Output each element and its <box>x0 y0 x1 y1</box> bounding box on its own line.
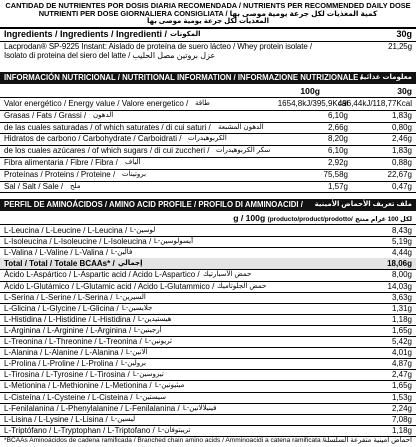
amino-label-ar: ثريونين-L <box>145 338 173 345</box>
amino-label: L-Metionina / L-Methionine / L-Metionina / <box>4 381 152 391</box>
amino-value: 7,08g <box>391 414 412 424</box>
nutrition-label-ar: ملح <box>70 182 81 190</box>
nutrition-label: Hidratos de carbono / Carbohydrate / Carboidrati / <box>4 134 182 144</box>
amino-title-ar: ملف تعريف الأحماض الأمينية <box>314 201 412 208</box>
amino-label: L-Tirosina / L-Tyrosine / L-Tirosina / <box>4 370 130 380</box>
amino-value: 1,65g <box>391 381 412 391</box>
amino-label-ar: فينيلالانين-L <box>183 404 217 412</box>
amino-row <box>0 269 416 280</box>
nutrition-label-ar: الكربوهيدرات <box>188 135 227 143</box>
amino-row <box>0 358 416 369</box>
amino-label: Ácido L-Aspártico / L-Aspartic acid / Acido L-Aspartico / <box>4 270 200 280</box>
nutrition-label: Valor energético / Energy value / Valore energetico / <box>4 99 189 108</box>
nutrition-section-title <box>0 72 416 84</box>
amino-value: 1,53g <box>391 392 412 402</box>
amino-label-ar: حمض الجلوتاميك <box>217 282 267 290</box>
amino-label-ar: فالين-L <box>111 249 133 257</box>
amino-row <box>0 369 416 380</box>
amino-value: 18,06g <box>387 259 412 269</box>
nutrition-label: Proteínas / Proteins / Proteine / <box>4 169 116 179</box>
header-line-2: NUTRIENTI PER DOSE GIORNALIERA CONSIGLIATA / كمية المغذيات لكل جرعة يومية موصى بها <box>38 9 378 18</box>
amino-unit-sub: (producto/product/prodotto/ <box>267 216 353 223</box>
nutrition-value-100g: 8,20g <box>327 134 348 144</box>
amino-label: L-Leucina / L-Leucine / L-Leucina / <box>4 226 128 235</box>
amino-row <box>0 236 416 247</box>
amino-label-ar: السيرين-L <box>116 293 146 301</box>
nutrition-row <box>0 133 416 145</box>
amino-row <box>0 414 416 425</box>
amino-label: L-Histidina / L-Histidine / L-Histidina / <box>4 314 136 324</box>
amino-label: L-Triptófano / L-Tryptophan / L-Triptofano / <box>4 425 155 435</box>
amino-label-ar: حمض الأسبارتيك <box>203 271 252 279</box>
amino-row <box>0 347 416 358</box>
nutrition-value-30g: 1,83g <box>391 146 412 156</box>
amino-title: PERFIL DE AMINOÁCIDOS / AMINO ACID PROFILE / PROFILO DI AMMINOACIDI / <box>4 200 303 209</box>
nutrition-value-100g: 75,58g <box>323 169 348 179</box>
amino-footnote <box>0 436 416 446</box>
amino-row <box>0 403 416 414</box>
amino-value: 1,18g <box>391 314 412 324</box>
amino-unit-sub-ar: لكل 100 غرام منتج <box>355 216 412 223</box>
amino-value: 5,42g <box>391 337 412 346</box>
amino-value: 5,19g <box>391 237 412 247</box>
amino-label-ar: تريبتوفان-L <box>158 426 191 434</box>
amino-row <box>0 325 416 336</box>
nutrition-value-100g: 6,10g <box>327 146 348 156</box>
col-30g: 30g <box>397 86 412 96</box>
header-line-1: CANTIDAD DE NUTRIENTES POR DOSIS DIARIA RECOMENDADA / NUTRIENTS PER RECOMMENDED DAILY DOSE <box>5 1 411 10</box>
amino-row <box>0 314 416 325</box>
amino-unit-header <box>0 213 416 223</box>
nutrition-value-100g: 1654,8kJ/395,9Kcal <box>277 99 348 108</box>
amino-label-ar: ميثيونين-L <box>155 382 185 390</box>
amino-value: 1,65g <box>391 325 412 335</box>
nutrition-label: Grasas / Fats / Grassi / <box>4 110 87 120</box>
amino-value: 14,03g <box>387 281 412 291</box>
amino-row <box>0 225 416 236</box>
nutrition-value-30g: 0,88g <box>391 158 412 167</box>
nutrition-value-30g: 496,44kJ/118,77Kcal <box>337 99 412 108</box>
amino-label-ar: سيستين-L <box>136 393 167 401</box>
nutrition-col-headers <box>0 86 416 96</box>
nutrition-label-ar: طاقة <box>195 100 210 107</box>
amino-value: 8,43g <box>391 226 412 235</box>
amino-label: Ácido L-Glutámico / L-Glutamic acid / Acido L-Glutammico / <box>4 281 215 291</box>
nutrition-label-ar: الدهون <box>93 111 114 119</box>
nutrition-row <box>0 98 416 110</box>
ingredients-text-2: Isolato di proteina del siero del latte / عزل بروتين مصل الحليب <box>4 51 216 60</box>
amino-value: 4,01g <box>391 348 412 358</box>
amino-unit <box>233 213 412 223</box>
amino-value: 1,18g <box>391 425 412 435</box>
nutrition-title: INFORMACIÓN NUTRICIONAL / NUTRITIONAL INFORMATION / INFORMAZIONE NUTRIZIONALE / <box>4 73 363 82</box>
nutrition-label: Sal / Salt / Sale / <box>4 181 64 191</box>
amino-label: L-Treonina / L-Threonine / L-Treonina / <box>4 337 142 346</box>
nutrition-label-ar: ألياف <box>125 159 141 166</box>
amino-row <box>0 303 416 314</box>
ingredients-line-2 <box>0 51 416 61</box>
amino-row <box>0 336 416 347</box>
amino-label-ar: لوسين-L <box>130 227 156 234</box>
ingredients-value: 21,25g <box>388 42 412 51</box>
nutrition-value-30g: 0,47g <box>391 181 412 191</box>
ingredients-amount: 30g <box>396 29 412 39</box>
amino-value: 2,47g <box>391 370 412 380</box>
nutrition-value-100g: 6,10g <box>327 110 348 120</box>
ingredients-label-ar: المكونات <box>170 31 201 38</box>
amino-label: L-Glicina / L-Glycine / L-Glicina / <box>4 303 119 313</box>
amino-section-title <box>0 199 416 211</box>
amino-label: L-Alanina / L-Alanine / L-Alanina / <box>4 348 124 358</box>
amino-label: L-Lisina / L-Lysine / L-Lisina / <box>4 414 108 424</box>
amino-label: Total / Total / Totale BCAAs* / <box>4 259 115 269</box>
nutrition-row <box>0 181 416 193</box>
amino-label-ar: هيستيدين-L <box>138 315 172 323</box>
nutrition-title-ar: معلومات غذائية <box>359 74 412 81</box>
amino-label: L-Isoleucina / L-Isoleucine / L-Isoleucina / <box>4 237 152 247</box>
amino-row <box>0 281 416 292</box>
nutrition-label: de las cuales saturadas / of which saturates / di cui saturi / <box>4 122 211 132</box>
amino-row <box>0 292 416 303</box>
amino-label-ar: تيروسين-L <box>133 371 164 379</box>
amino-label: L-Valina / L-Valine / L-Valina / <box>4 248 109 258</box>
amino-label: L-Serina / L-Serine / L-Serina / <box>4 292 113 302</box>
amino-label-ar: برولين-L <box>121 360 147 368</box>
nutrition-row <box>0 157 416 169</box>
nutrition-value-100g: 1,57g <box>327 181 348 191</box>
nutrition-label: de los cuales azúcares / of which sugars / di cui zuccheri / <box>4 146 210 156</box>
amino-label-ar: آيسولوسين-L <box>154 238 194 246</box>
nutrition-row <box>0 110 416 122</box>
amino-label: L-Arginina / L-Arginine / L-Arginina / <box>4 325 132 335</box>
nutrition-value-30g: 22,67g <box>387 169 412 179</box>
nutrition-label-ar: الدهون المشبعة <box>218 123 264 131</box>
amino-row <box>0 425 416 436</box>
amino-label-ar: جلايسين-L <box>122 304 153 312</box>
amino-label-ar: الانين-L <box>126 349 148 357</box>
amino-value: 4,44g <box>391 248 412 258</box>
amino-label-ar: ليسين-L <box>111 415 136 423</box>
nutrition-value-30g: 0,80g <box>391 122 412 132</box>
divider <box>0 192 416 193</box>
nutrition-value-100g: 2,92g <box>327 158 348 167</box>
nutrition-label-ar: سكر الكربوهيدرات <box>216 147 271 155</box>
ingredients-text-1: Lacprodan® SP-9225 Instant: Aislado de proteína de suero lácteo / Whey protein isolate / <box>4 42 312 51</box>
amino-label-ar: إجمالي <box>118 260 143 268</box>
amino-label-ar: أرجينين-L <box>134 326 162 334</box>
nutrition-value-30g: 2,46g <box>391 134 412 144</box>
amino-value: 2,24g <box>391 403 412 413</box>
nutrition-row <box>0 169 416 181</box>
amino-value: 4,87g <box>391 359 412 369</box>
col-100g: 100g <box>300 86 320 96</box>
nutrition-value-30g: 1,83g <box>391 110 412 120</box>
nutrition-label-ar: بروتينات <box>122 170 147 178</box>
amino-label: L-Fenilalanina / L-Phenylalanine / L-Fenilalanina / <box>4 403 180 413</box>
ingredients-header <box>0 29 416 40</box>
nutrition-row <box>0 122 416 134</box>
amino-value: 1,31g <box>391 303 412 313</box>
amino-label: L-Cisteína / L-Cysteine / L-Cisteina / <box>4 392 133 402</box>
nutrition-label: Fibra alimentaria / Fibre / Fibra / <box>4 158 118 167</box>
ingredients-label: Ingredients / Ingredients / Ingredienti / <box>4 29 168 39</box>
amino-row <box>0 247 416 258</box>
footnote-text: *BCAAs Aminoácidos de cadena ramificada / Branched chain amino acids / Amminoacidi a catena ramificata / <box>4 437 325 444</box>
nutrition-row <box>0 145 416 157</box>
amino-row <box>0 392 416 403</box>
amino-row <box>0 380 416 391</box>
amino-value: 8,00g <box>391 270 412 280</box>
footnote-text-ar: أحماض أمينية متفرعة السلسلة <box>323 437 412 444</box>
header-line-3: المغذيات لكل جرعة يومية موصى بها <box>146 18 269 25</box>
amino-value: 3,63g <box>391 292 412 302</box>
amino-total-row <box>0 258 416 269</box>
header-title <box>0 2 416 26</box>
nutrition-value-100g: 2,66g <box>327 122 348 132</box>
amino-label: L-Prolina / L-Proline / L-Prolina / <box>4 359 118 369</box>
amino-unit-head: g / 100g <box>233 213 266 223</box>
